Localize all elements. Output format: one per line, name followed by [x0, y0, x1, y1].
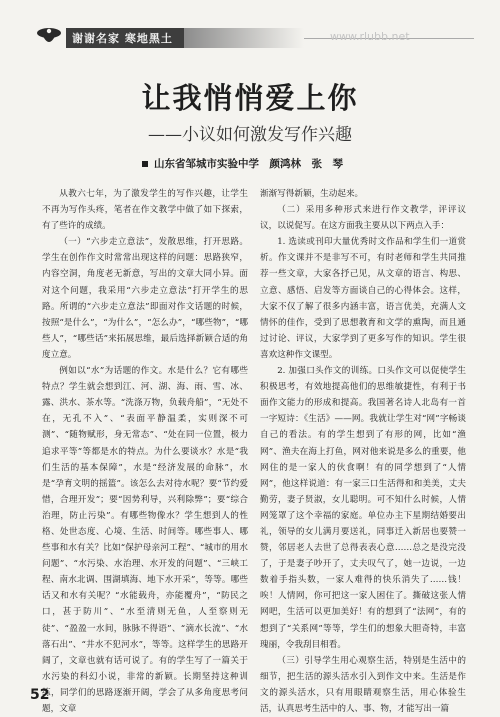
right-column: [260, 186, 466, 714]
body-paragraph: （一）“六步走立意法”，发散思维，打开思路。学生在创作作文时常常出现这样的问题：思路狭窄，内容空洞，角度老无新意，写出的文章大同小异。面对这个问题，我采用“六步走立意法”打开学生的思路。所谓的“六步走立意法”即面对作文话题的时候，按照“是什么”，“为什么”，“怎么办”，“哪些物”，“哪些人”，“哪些话”来拓展思维，最后选择新颖合适的角度立意。: [42, 237, 248, 360]
body-paragraph: 从教六七年，为了激发学生的写作兴趣，让学生不再为写作头疼，笔者在作文教学中做了如下探索，有了些许的成绩。: [42, 189, 248, 232]
watermark: www.rlubb.net: [330, 30, 410, 43]
page-number: 52: [30, 687, 50, 703]
body-paragraph: 渐渐写得新颖，生动起来。: [260, 189, 364, 199]
body-paragraph: （二）采用多种形式来进行作文教学，评评议议，以说促写。在这方面我主要从以下两点入手：: [260, 205, 466, 232]
body-paragraph: 2. 加强口头作文的训练。口头作文可以促使学生积极思考，有效地提高他们的思维敏捷性，有利于书面作文能力的形成和提高。我国著名诗人北岛有一首一字短诗：《生活》——网。我就让学生对“网”字畅谈自己的看法。有的学生想到了有形的网，比如“渔网”、渔夫在海上打鱼，网对他来说是多么的重要，他网住的是一家人的伙食啊！有的同学想到了“人情网”，他这样说道：有一家三口生活得和和美美，丈夫勤劳，妻子贤淑，女儿聪明。可不知什么时候，人情网笼罩了这个幸福的家庭。单位办主下星期结婚要出礼，领导的女儿满月要送礼，同事迁入新居也要赞一赞，邻居老人去世了总得表表心意……总之是没完没了，于是妻子吵开了，丈夫叹气了，她一边说，一边数着手指头数，一家人难得的快乐消失了……钱！唉！人情网，你可把这一家人困住了。撕破这张人情网吧，生活可以更加美好！有的想到了“法网”，有的想到了“关系网”等等，学生们的想象大胆奇特，丰富瑰丽，令我刮目相看。: [260, 366, 466, 650]
body-paragraph: （三）引导学生用心观察生活，特别是生活中的细节，把生活的源头活水引入到作文中来。生活是作文的源头活水，只有用眼睛观察生活，用心体验生活，认真思考生活中的人、事、物，才能写出一篇: [260, 655, 466, 714]
left-column: [42, 186, 248, 714]
article-subtitle: ——小议如何激发写作兴趣: [148, 125, 352, 145]
body-paragraph: 例如以“水”为话题的作文。水是什么？它有哪些特点？学生就会想到江、河、湖、海、雨、雪、冰、露、洪水、茶水等。“洗涤万物，负载舟船”，“无处不在，无孔不入”、“表面平静温柔，实则深不可测”、“随物赋形，身无常态”、“处在同一位置，极力追求平等”等都是水的特点。为什么要谈水？水是“我们生活的基本保障”，水是“经济发展的命脉”，水是“孕育文明的摇篮”。该怎么去对待水呢？要“节约爱惜，合理开发”；要“因势利导，兴利除弊”；要“综合治理，防止污染”。有哪些物像水？学生想到人的性格、处世态度、心境、生活、时间等。哪些事人、哪些事和水有关？比如“保护母亲河工程”、“城市的用水问题”、“水污染、水治理、水开发的问题”、“三峡工程、南水北调、围湖填海、地下水开采”，等等。哪些话又和水有关呢？“水能载舟，亦能覆舟”，“防民之口，甚于防川”、“水至清则无鱼，人至察则无徒”、“盈盈一水间，脉脉不得语”、“滴水长流”、“水落石出”、“井水不犯河水”，等等。这样学生的思路开阔了，文章也就有话可说了。有的学生写了一篇关于水污染的科幻小说，非常的新颖。长期坚持这种训练，同学们的思路逐渐开阔，学会了从多角度思考问题，文章: [42, 366, 248, 714]
header-band: [0, 28, 500, 48]
magazine-logo-icon: [34, 22, 64, 52]
author-line: 山东省邹城市实验中学 颜鸿林 张 琴: [154, 158, 343, 170]
section-label: 谢谢名家 寒地黑土: [72, 32, 173, 45]
body-paragraph: 1. 选读或刊印大量优秀时文作品和学生们一道赏析。作文课并不是非写不可，有时老师和学生共同推荐一些文章，大家各抒己见，从文章的语言、构思、立意、感悟、启发等方面谈自己的心得体会。这样，大家不仅了解了很多内涵丰富，语言优美，充满人文情怀的佳作，受到了思想教育和文学的熏陶，而且通过讨论、评议，大家学到了更多写作的知识。学生很喜欢这种作文课型。: [260, 237, 466, 360]
article-title: 让我悄悄爱上你: [141, 81, 359, 115]
author-byline: [142, 156, 343, 171]
header-fade-bar: [184, 28, 304, 48]
bullet-square-icon: [142, 161, 148, 167]
